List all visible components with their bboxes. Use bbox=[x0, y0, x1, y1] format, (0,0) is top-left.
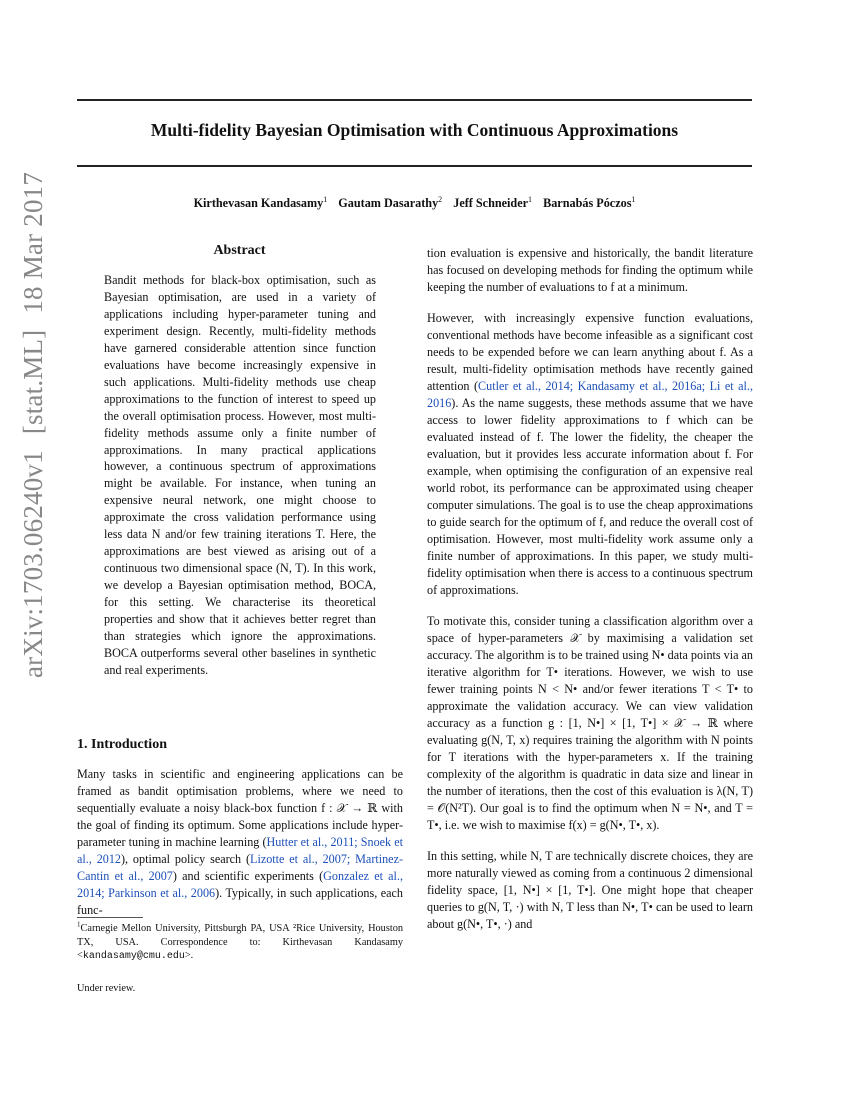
paragraph: In this setting, while N, T are technically discrete choices, they are more naturally viewed as coming from a continuous 2 dimensional fidelity space, [1, N•] × [1, T•]. One might hope that cheaper queries to g(N, T, ·) with N, T less than N•, T• can be used to learn about g(N•, T•, ·) and bbox=[427, 848, 753, 931]
footnote-rule bbox=[77, 917, 143, 918]
paragraph: tion evaluation is expensive and historically, the bandit literature has focused on developing methods for finding the optimum while keeping the number of evaluations to f at a minimum. bbox=[427, 246, 753, 294]
introduction-body bbox=[77, 766, 403, 919]
section-heading-introduction: 1. Introduction bbox=[77, 737, 167, 752]
citation-link[interactable]: Gonzalez et al., 2014; Parkinson et al., 2006 bbox=[77, 868, 403, 900]
paragraph: To motivate this, consider tuning a classification algorithm over a space of hyper-parameters 𝒳 by maximising a validation set accuracy. The algorithm is to be trained using N• data points via an iterative algorithm for T• iterations. However, we wish to use fewer training points N < N• and/or fewer iterations T < T• to approximate the validation accuracy. We can view validation accuracy as a function g : [1, N•] × [1, T•] × 𝒳 → ℝ where evaluating g(N, T, x) requires training the algorithm with N points for T iterations with the hyper-parameters x. If the training complexity of the algorithm is quadratic in data size and linear in the number of iterations, then the cost of this evaluation is λ(N, T) = 𝒪(N²T). Our goal is to find the optimum when N = N•, and T = T•, i.e. we wish to maximise f(x) = g(N•, T•, x). bbox=[427, 614, 753, 832]
right-column bbox=[427, 245, 753, 947]
review-status: Under review. bbox=[77, 983, 136, 994]
top-rule bbox=[77, 99, 752, 101]
author: Barnabás Póczos$^1$ bbox=[543, 194, 636, 210]
citation-link[interactable]: Hutter et al., 2011; Snoek et al., 2012 bbox=[77, 834, 403, 866]
abstract-heading: Abstract bbox=[213, 243, 266, 258]
arxiv-identifier-stamp: arXiv:1703.06240v1[stat.ML]18 Mar 2017 bbox=[18, 171, 48, 678]
paragraph: However, with increasingly expensive function evaluations, conventional methods have become infeasible as a significant cost needs to be expended before we can learn anything about f. As a result, multi-fidelity optimisation methods have recently gained attention (Cutler et al., 2014; Kandasamy et al., 2016a; Li et al., 2016). As the name suggests, these methods assume that we have access to lower fidelity approximations to f which can be evaluated instead of f. The lower the fidelity, the cheaper the evaluation, but it provides less accurate information about f. For example, when optimising the configuration of an expensive real world robot, its performance can be approximated using cheaper computer simulations. The goal is to use the cheap approximations to guide search for the optimum of f, and reduce the overall cost of optimisation. However, most multi-fidelity work assume only a finite number of approximations. In this paper, we study multi-fidelity optimisation when there is access to a continuous spectrum of approximations. bbox=[427, 311, 753, 597]
paragraph: Many tasks in scientific and engineering applications can be framed as bandit optimisation problems, where we need to sequentially evaluate a noisy black-box function f : 𝒳 → ℝ with the goal of finding its optimum. Some applications include hyper-parameter tuning in machine learning (Hutter et al., 2011; Snoek et al., 2012), optimal policy search (Lizotte et al., 2007; Martinez-Cantin et al., 2007) and scientific experiments (Gonzalez et al., 2014; Parkinson et al., 2006). Typically, in such applications, each func- bbox=[77, 767, 403, 917]
author: Jeff Schneider$^1$ bbox=[453, 194, 533, 210]
title-bottom-rule bbox=[77, 165, 752, 167]
abstract-text: Bandit methods for black-box optimisation, such as Bayesian optimisation, are used in a variety of applications including hyper-parameter tuning and experiment design. Recently, multi-fidelity methods have garnered considerable attention since function evaluations have become increasingly expensive in such applications. Multi-fidelity methods use cheap approximations to the function of interest to speed up the overall optimisation process. However, most multi-fidelity methods assume only a finite number of approximations. In many practical applications however, a continuous spectrum of approximations might be available. For instance, when tuning an expensive neural network, one might choose to approximate the cross validation performance using less data N and/or few training iterations T. Here, the approximations are best viewed as arising out of a continuous two dimensional space (N, T). In this work, we develop a Bayesian optimisation method, BOCA, for this setting. We characterise its theoretical properties and show that it achieves better regret than than strategies which ignore the approximations. BOCA outperforms several other baselines in synthetic and real experiments. bbox=[104, 273, 376, 677]
author: Gautam Dasarathy$^2$ bbox=[338, 194, 443, 210]
citation-link[interactable]: Lizotte et al., 2007; Martinez-Cantin et al., 2007 bbox=[77, 851, 403, 883]
author-list bbox=[77, 196, 752, 211]
citation-link[interactable]: Cutler et al., 2014; Kandasamy et al., 2016a; Li et al., 2016 bbox=[427, 379, 753, 411]
email-link[interactable]: kandasamy@cmu.edu bbox=[82, 951, 185, 962]
affiliation-footnote: $^1$Carnegie Mellon University, Pittsburgh PA, USA ²Rice University, Houston TX, USA. Correspondence to: Kirthevasan Kandasamy <kandasamy@cmu.edu>. bbox=[77, 920, 403, 962]
abstract-body bbox=[104, 272, 376, 679]
paper-title: Multi-fidelity Bayesian Optimisation with Continuous Approximations bbox=[150, 120, 679, 140]
author: Kirthevasan Kandasamy$^1$ bbox=[193, 194, 328, 210]
